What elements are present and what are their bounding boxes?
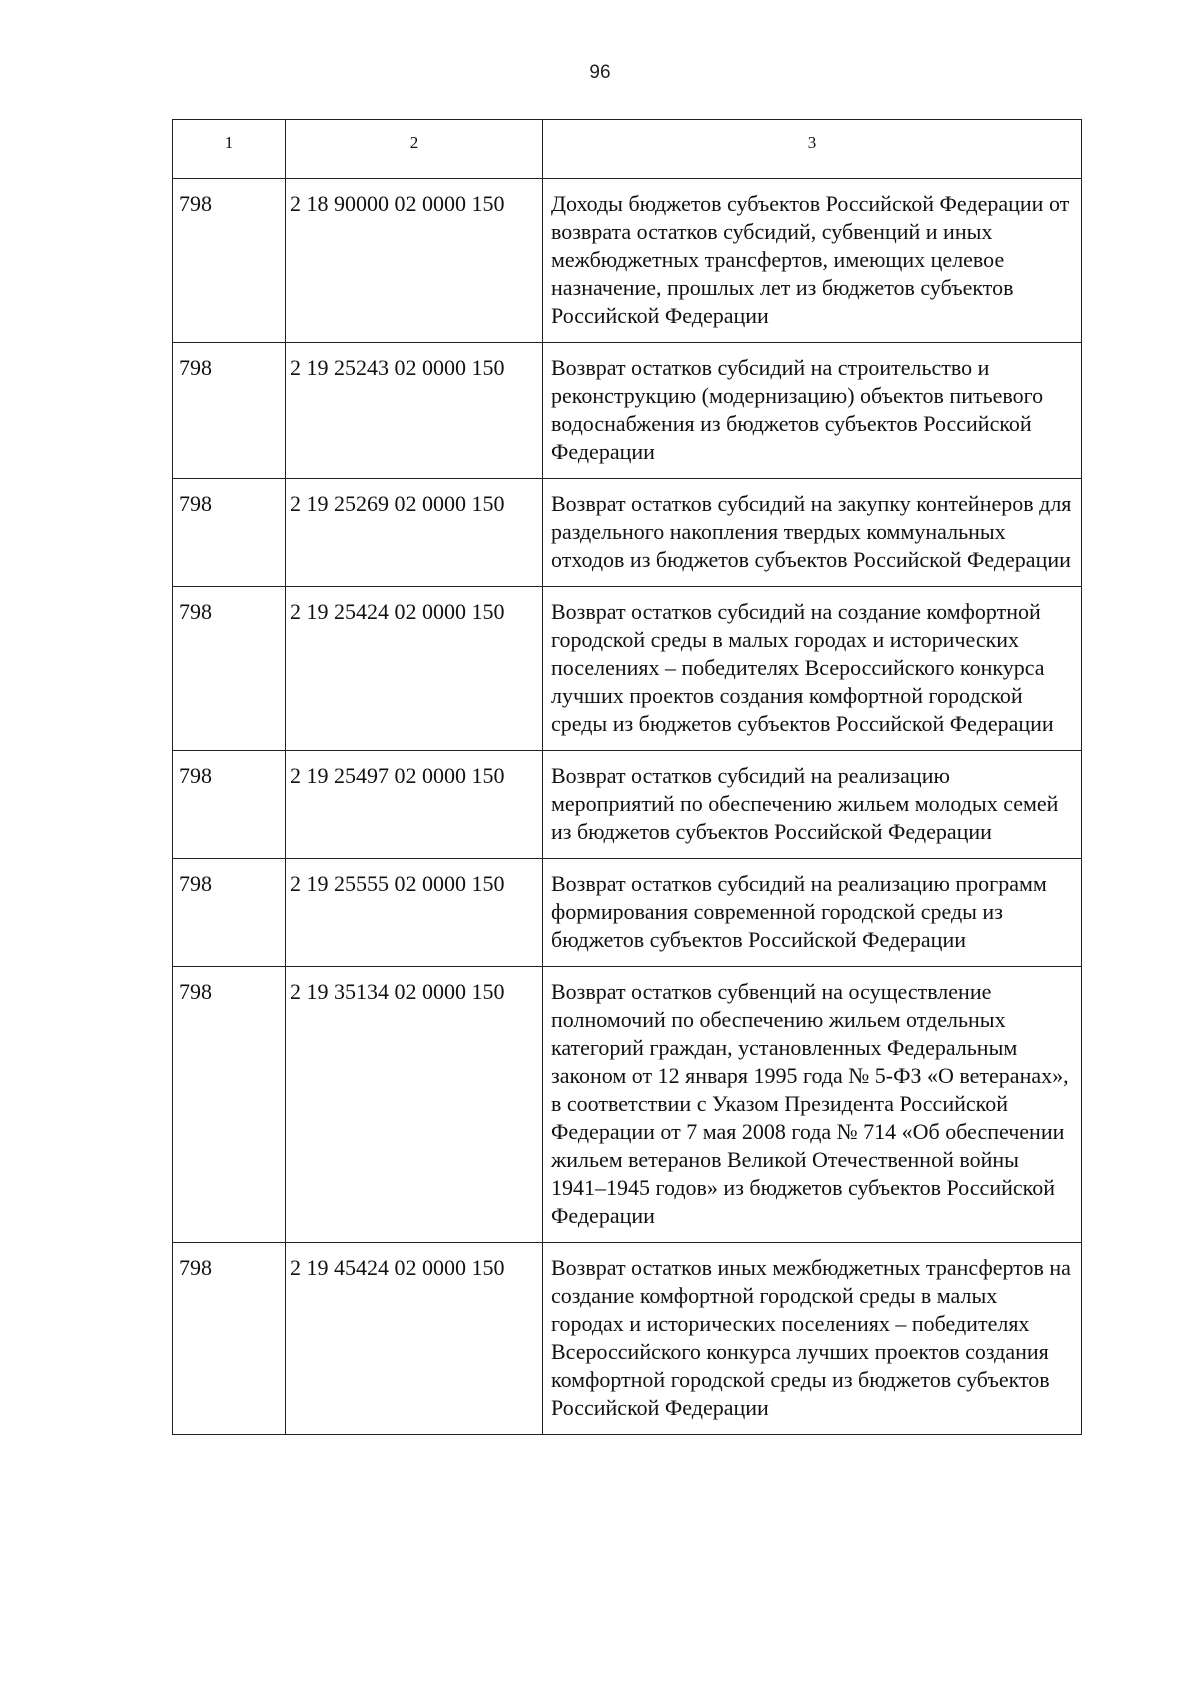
column-header-1: 1	[173, 120, 286, 179]
table-row	[173, 343, 1082, 479]
kbk-code-cell: 2 19 25555 02 0000 150	[286, 859, 543, 967]
table-row	[173, 859, 1082, 967]
column-header-2: 2	[286, 120, 543, 179]
table-row	[173, 479, 1082, 587]
kbk-code-cell: 2 18 90000 02 0000 150	[286, 179, 543, 343]
kbk-code-cell: 2 19 25497 02 0000 150	[286, 751, 543, 859]
description-cell: Возврат остатков субсидий на создание комфортной городской среды в малых городах и исторических поселениях – победителях Всероссийского конкурса лучших проектов создания комфортной городской среды из бюджетов субъектов Российской Федерации	[543, 587, 1082, 751]
page-number: 96	[589, 62, 611, 83]
admin-code-cell: 798	[173, 479, 286, 587]
revenue-codes-table	[172, 119, 1082, 1435]
description-cell: Возврат остатков субсидий на реализацию программ формирования современной городской среды из бюджетов субъектов Российской Федерации	[543, 859, 1082, 967]
kbk-code-cell: 2 19 25269 02 0000 150	[286, 479, 543, 587]
description-cell: Возврат остатков субсидий на реализацию мероприятий по обеспечению жильем молодых семей из бюджетов субъектов Российской Федерации	[543, 751, 1082, 859]
column-header-3: 3	[543, 120, 1082, 179]
admin-code-cell: 798	[173, 1243, 286, 1435]
kbk-code-cell: 2 19 25424 02 0000 150	[286, 587, 543, 751]
admin-code-cell: 798	[173, 179, 286, 343]
table-row	[173, 1243, 1082, 1435]
table-row	[173, 967, 1082, 1243]
admin-code-cell: 798	[173, 587, 286, 751]
admin-code-cell: 798	[173, 967, 286, 1243]
table-row	[173, 751, 1082, 859]
description-cell: Доходы бюджетов субъектов Российской Федерации от возврата остатков субсидий, субвенций и иных межбюджетных трансфертов, имеющих целевое назначение, прошлых лет из бюджетов субъектов Российской Федерации	[543, 179, 1082, 343]
admin-code-cell: 798	[173, 859, 286, 967]
admin-code-cell: 798	[173, 343, 286, 479]
kbk-code-cell: 2 19 25243 02 0000 150	[286, 343, 543, 479]
kbk-code-cell: 2 19 35134 02 0000 150	[286, 967, 543, 1243]
kbk-code-cell: 2 19 45424 02 0000 150	[286, 1243, 543, 1435]
table-row	[173, 179, 1082, 343]
admin-code-cell: 798	[173, 751, 286, 859]
table-row	[173, 587, 1082, 751]
description-cell: Возврат остатков иных межбюджетных трансфертов на создание комфортной городской среды в малых городах и исторических поселениях – победителях Всероссийского конкурса лучших проектов создания комфортной городской среды из бюджетов субъектов Российской Федерации	[543, 1243, 1082, 1435]
description-cell: Возврат остатков субсидий на строительство и реконструкцию (модернизацию) объектов питьевого водоснабжения из бюджетов субъектов Российской Федерации	[543, 343, 1082, 479]
table-header-row	[173, 120, 1082, 179]
description-cell: Возврат остатков субвенций на осуществление полномочий по обеспечению жильем отдельных категорий граждан, установленных Федеральным законом от 12 января 1995 года № 5-ФЗ «О ветеранах», в соответствии с Указом Президента Российской Федерации от 7 мая 2008 года № 714 «Об обеспечении жильем ветеранов Великой Отечественной войны 1941–1945 годов» из бюджетов субъектов Российской Федерации	[543, 967, 1082, 1243]
description-cell: Возврат остатков субсидий на закупку контейнеров для раздельного накопления твердых коммунальных отходов из бюджетов субъектов Российской Федерации	[543, 479, 1082, 587]
